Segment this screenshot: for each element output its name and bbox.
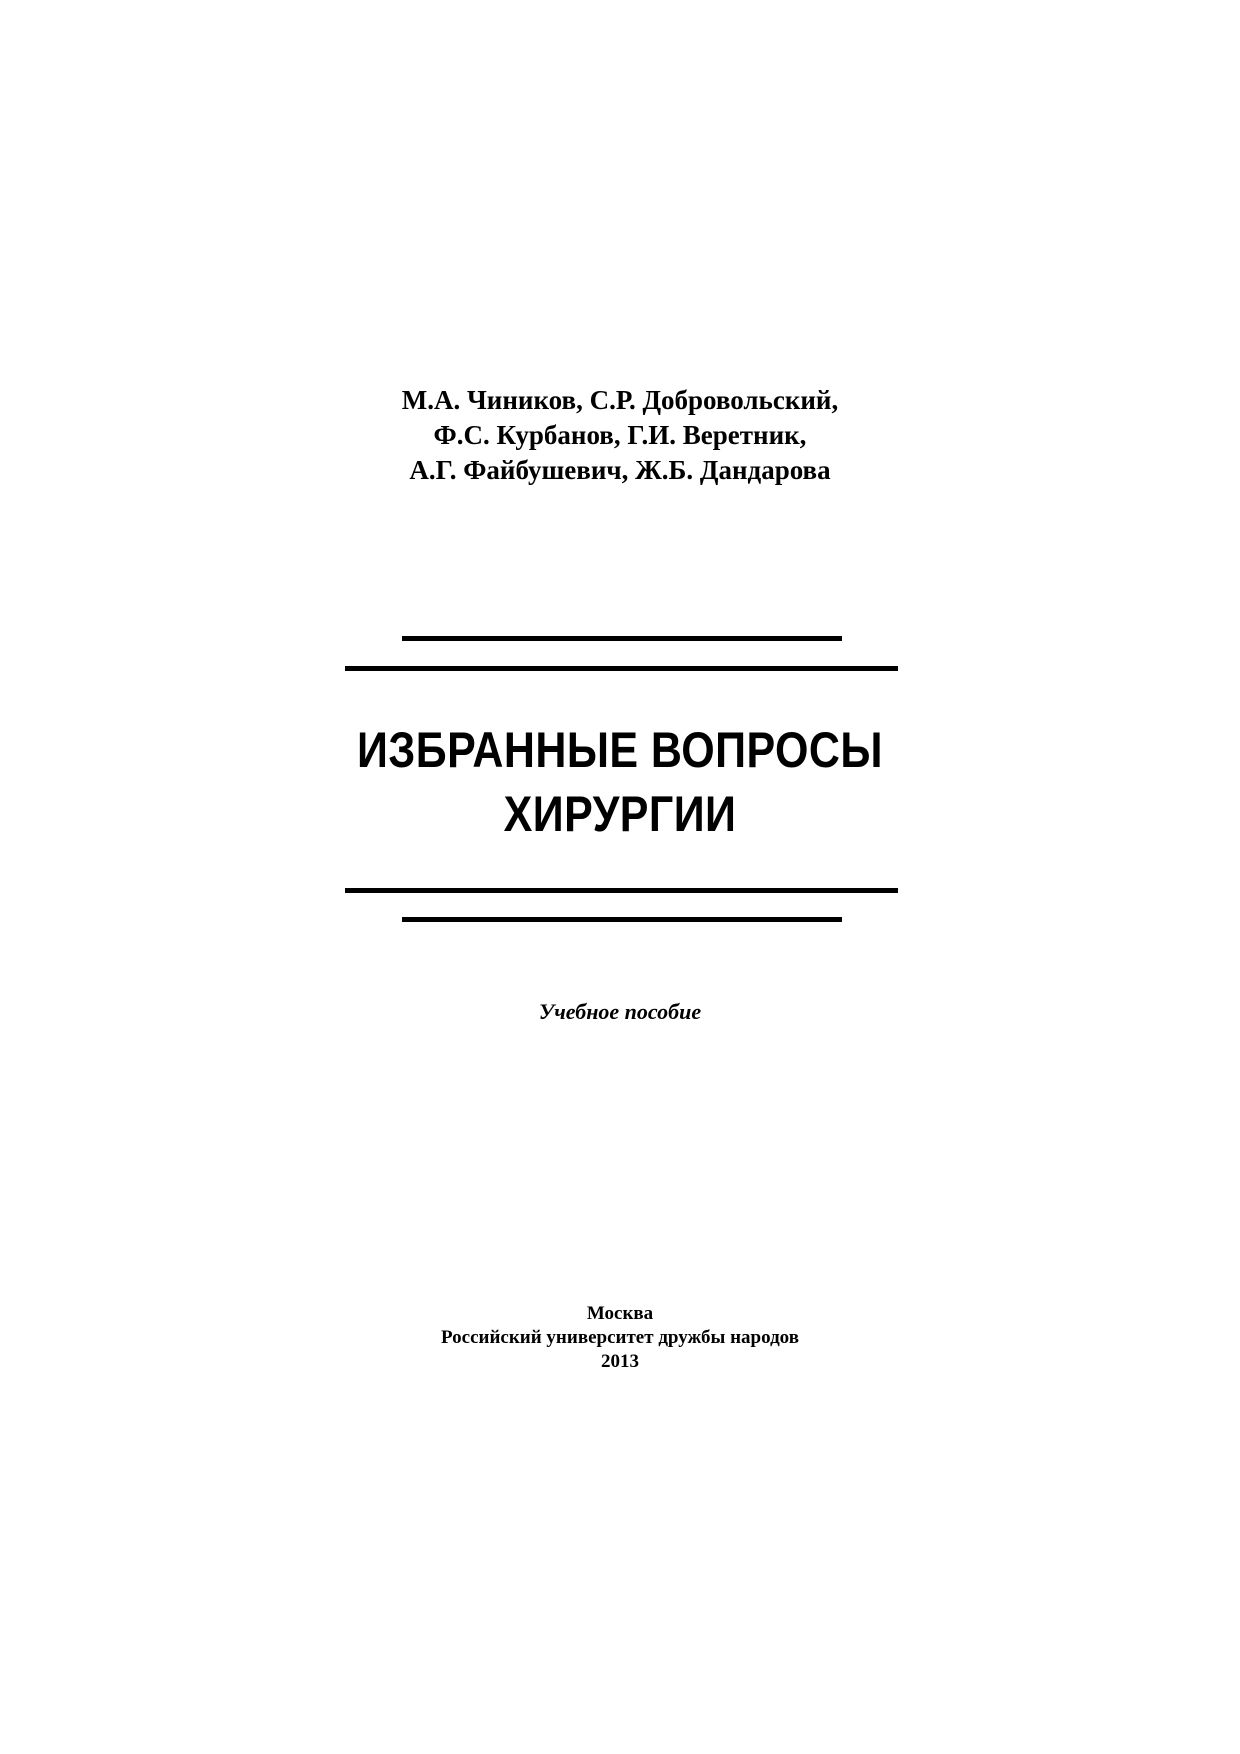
authors-block (0, 383, 1240, 488)
decorative-rule-top-short (402, 636, 842, 641)
decorative-rule-top-long (345, 666, 898, 671)
imprint-year: 2013 (601, 1351, 639, 1372)
decorative-rule-bottom-short (402, 917, 842, 922)
imprint-city: Москва (586, 1303, 654, 1324)
book-title (87, 718, 1153, 846)
author-line: М.А. Чиников, С.Р. Добровольский, (401, 385, 839, 415)
decorative-rule-bottom-long (345, 888, 898, 893)
book-subtitle: Учебное пособие (538, 999, 702, 1024)
imprint-publisher: Российский университет дружбы народов (441, 1327, 799, 1348)
author-line: А.Г. Файбушевич, Ж.Б. Дандарова (409, 455, 831, 485)
title-line: ИЗБРАННЫЕ ВОПРОСЫ (357, 722, 883, 778)
imprint-block (0, 1302, 1240, 1374)
author-line: Ф.С. Курбанов, Г.И. Веретник, (433, 420, 807, 450)
title-line: ХИРУРГИИ (503, 786, 737, 842)
